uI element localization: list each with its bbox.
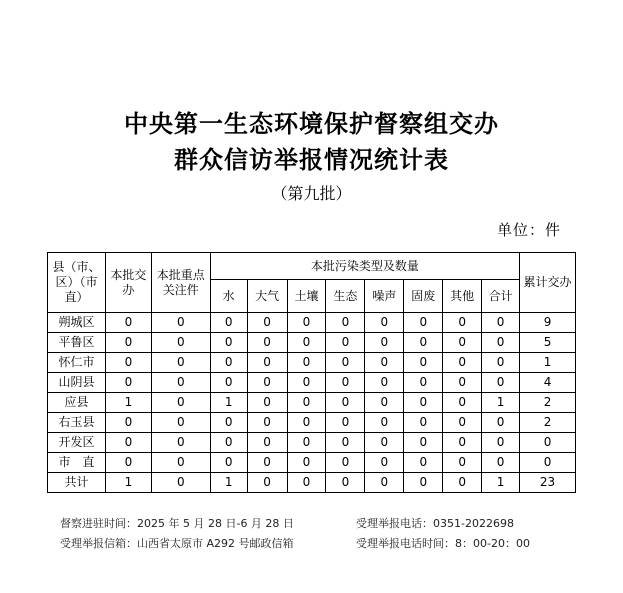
- value-cell: 0: [326, 393, 365, 413]
- value-cell: 0: [482, 313, 520, 333]
- value-cell: 1: [482, 473, 520, 493]
- value-cell: 0: [443, 313, 482, 333]
- row-name-cell: 平鲁区: [48, 333, 106, 353]
- value-cell: 0: [287, 353, 326, 373]
- header-soil: 土壤: [287, 280, 326, 313]
- value-cell: 0: [482, 333, 520, 353]
- table-row: [48, 453, 576, 473]
- row-name-cell: 共计: [48, 473, 106, 493]
- value-cell: 0: [210, 373, 247, 393]
- value-cell: 0: [520, 453, 576, 473]
- header-water: 水: [210, 280, 247, 313]
- row-name-cell: 开发区: [48, 433, 106, 453]
- value-cell: 0: [326, 413, 365, 433]
- value-cell: 0: [247, 313, 287, 333]
- value-cell: 23: [520, 473, 576, 493]
- report-title-line1: 中央第一生态环境保护督察组交办: [124, 109, 499, 138]
- value-cell: 0: [365, 313, 404, 333]
- header-row-1: [48, 253, 576, 280]
- value-cell: 0: [287, 473, 326, 493]
- header-county: 县（市、区）（市直）: [48, 253, 106, 313]
- value-cell: 1: [482, 393, 520, 413]
- header-key-attention: 本批重点关注件: [151, 253, 210, 313]
- table-row: [48, 393, 576, 413]
- value-cell: 0: [443, 473, 482, 493]
- value-cell: 1: [210, 393, 247, 413]
- header-ecology: 生态: [326, 280, 365, 313]
- value-cell: 0: [326, 333, 365, 353]
- value-cell: 0: [482, 453, 520, 473]
- value-cell: 0: [151, 393, 210, 413]
- table-row: [48, 313, 576, 333]
- value-cell: 0: [326, 473, 365, 493]
- value-cell: 0: [404, 393, 443, 413]
- value-cell: 0: [247, 473, 287, 493]
- value-cell: 0: [151, 413, 210, 433]
- row-name-cell: 右玉县: [48, 413, 106, 433]
- value-cell: 0: [247, 373, 287, 393]
- table-row: [48, 473, 576, 493]
- value-cell: 0: [287, 333, 326, 353]
- value-cell: 0: [404, 353, 443, 373]
- value-cell: 0: [443, 393, 482, 413]
- table-row: [48, 433, 576, 453]
- value-cell: 0: [326, 353, 365, 373]
- value-cell: 0: [287, 373, 326, 393]
- table-body: [48, 313, 576, 493]
- row-name-cell: 市 直: [48, 453, 106, 473]
- table-row: [48, 373, 576, 393]
- row-name-cell: 朔城区: [48, 313, 106, 333]
- value-cell: 0: [151, 473, 210, 493]
- value-cell: 0: [404, 333, 443, 353]
- table-row: [48, 413, 576, 433]
- value-cell: 0: [443, 373, 482, 393]
- value-cell: 0: [365, 393, 404, 413]
- footer-period: 督察进驻时间：2025 年 5 月 28 日-6 月 28 日: [60, 517, 294, 530]
- header-solid-waste: 固废: [404, 280, 443, 313]
- value-cell: 0: [404, 313, 443, 333]
- value-cell: 0: [404, 413, 443, 433]
- value-cell: 0: [365, 453, 404, 473]
- value-cell: 1: [105, 393, 151, 413]
- value-cell: 0: [105, 433, 151, 453]
- value-cell: 0: [151, 353, 210, 373]
- value-cell: 0: [443, 353, 482, 373]
- value-cell: 0: [404, 453, 443, 473]
- value-cell: 0: [105, 373, 151, 393]
- value-cell: 1: [105, 473, 151, 493]
- value-cell: 0: [210, 353, 247, 373]
- value-cell: 0: [105, 413, 151, 433]
- value-cell: 0: [287, 393, 326, 413]
- report-title-line2: 群众信访举报情况统计表: [174, 145, 449, 174]
- value-cell: 0: [520, 433, 576, 453]
- value-cell: 0: [287, 453, 326, 473]
- value-cell: 0: [151, 453, 210, 473]
- value-cell: 0: [404, 373, 443, 393]
- value-cell: 0: [326, 453, 365, 473]
- value-cell: 0: [404, 433, 443, 453]
- value-cell: 0: [443, 333, 482, 353]
- value-cell: 0: [326, 373, 365, 393]
- value-cell: 0: [482, 433, 520, 453]
- value-cell: 0: [151, 433, 210, 453]
- value-cell: 0: [365, 413, 404, 433]
- value-cell: 0: [210, 313, 247, 333]
- header-subtotal: 合计: [482, 280, 520, 313]
- unit-label: 单位：件: [496, 221, 561, 239]
- value-cell: 0: [105, 453, 151, 473]
- value-cell: 0: [443, 453, 482, 473]
- value-cell: 0: [151, 373, 210, 393]
- value-cell: 0: [105, 313, 151, 333]
- value-cell: 0: [210, 453, 247, 473]
- value-cell: 0: [365, 433, 404, 453]
- value-cell: 1: [520, 353, 576, 373]
- header-air: 大气: [247, 280, 287, 313]
- value-cell: 0: [247, 393, 287, 413]
- value-cell: 0: [210, 433, 247, 453]
- table-row: [48, 333, 576, 353]
- value-cell: 0: [326, 313, 365, 333]
- value-cell: 0: [247, 433, 287, 453]
- value-cell: 5: [520, 333, 576, 353]
- value-cell: 0: [287, 313, 326, 333]
- value-cell: 0: [247, 413, 287, 433]
- row-name-cell: 应县: [48, 393, 106, 413]
- footer-hours: 受理举报电话时间：8：00-20：00: [356, 537, 530, 550]
- footer-mailbox: 受理举报信箱：山西省太原市 A292 号邮政信箱: [60, 537, 294, 550]
- value-cell: 0: [365, 333, 404, 353]
- value-cell: 2: [520, 413, 576, 433]
- value-cell: 0: [210, 333, 247, 353]
- table-row: [48, 353, 576, 373]
- header-noise: 噪声: [365, 280, 404, 313]
- value-cell: 0: [287, 433, 326, 453]
- header-batch-count: 本批交办: [105, 253, 151, 313]
- value-cell: 0: [443, 413, 482, 433]
- value-cell: 0: [247, 333, 287, 353]
- batch-number: （第九批）: [271, 184, 352, 203]
- value-cell: 0: [365, 373, 404, 393]
- statistics-table: [47, 252, 576, 493]
- header-other: 其他: [443, 280, 482, 313]
- value-cell: 9: [520, 313, 576, 333]
- value-cell: 0: [404, 473, 443, 493]
- value-cell: 2: [520, 393, 576, 413]
- value-cell: 0: [151, 333, 210, 353]
- value-cell: 1: [210, 473, 247, 493]
- value-cell: 0: [247, 353, 287, 373]
- value-cell: 4: [520, 373, 576, 393]
- value-cell: 0: [210, 413, 247, 433]
- value-cell: 0: [287, 413, 326, 433]
- header-cumulative: 累计交办: [520, 253, 576, 313]
- value-cell: 0: [151, 313, 210, 333]
- value-cell: 0: [326, 433, 365, 453]
- header-pollution-group: 本批污染类型及数量: [210, 253, 519, 280]
- value-cell: 0: [365, 473, 404, 493]
- value-cell: 0: [105, 333, 151, 353]
- value-cell: 0: [443, 433, 482, 453]
- value-cell: 0: [482, 413, 520, 433]
- value-cell: 0: [247, 453, 287, 473]
- value-cell: 0: [482, 373, 520, 393]
- row-name-cell: 山阴县: [48, 373, 106, 393]
- value-cell: 0: [365, 353, 404, 373]
- footer-phone: 受理举报电话：0351-2022698: [356, 517, 514, 530]
- value-cell: 0: [482, 353, 520, 373]
- value-cell: 0: [105, 353, 151, 373]
- row-name-cell: 怀仁市: [48, 353, 106, 373]
